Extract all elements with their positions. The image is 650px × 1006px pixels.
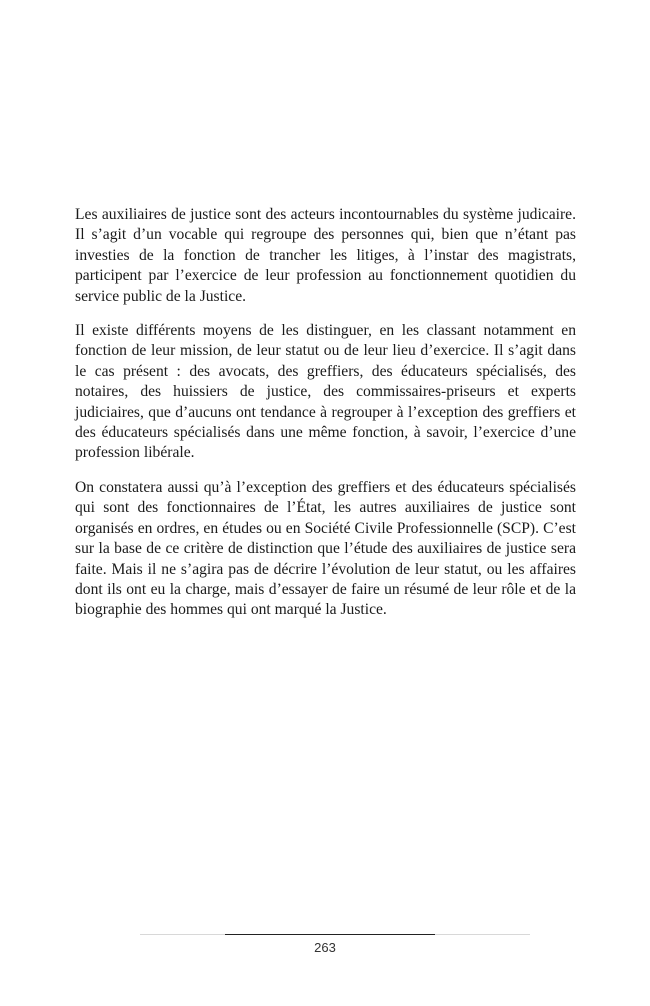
paragraph-2: Il existe différents moyens de les distinguer, en les classant notamment en fonction de leur mission, de leur statut ou de leur lieu d’exercice. Il s’agit dans le cas présent : des avocats, des greffiers, des éducateurs spécialisés, des notaires, des huissiers de justice, des commissaires-priseurs et experts judiciaires, que d’aucuns ont tendance à regrouper à l’exception des greffiers et des éducateurs spécialisés dans une même fonction, à savoir, l’exercice d’une profession libérale. — [75, 322, 576, 462]
body-text — [75, 205, 576, 635]
page-number: 263 — [314, 940, 336, 955]
paragraph-3: On constatera aussi qu’à l’exception des greffiers et des éducateurs spécialisés qui sont des fonctionnaires de l’État, les autres auxiliaires de justice sont organisés en ordres, en études ou en Société Civile Professionnelle (SCP). C’est sur la base de ce critère de distinction que l’étude des auxiliaires de justice sera faite. Mais il ne s’agira pas de décrire l’évolution de leur statut, ou les affaires dont ils ont eu la charge, mais d’essayer de faire un résumé de leur rôle et de la biographie des hommes qui ont marqué la Justice. — [75, 478, 576, 619]
paragraph-1: Les auxiliaires de justice sont des acteurs incontournables du système judicaire. Il s’agit d’un vocable qui regroupe des personnes qui, bien que n’étant pas investies de la fonction de trancher les litiges, à l’instar des magistrats, participent par l’exercice de leur profession au fonctionnement quotidien du service public de la Justice. — [75, 206, 576, 305]
footer-divider-accent — [225, 934, 435, 935]
